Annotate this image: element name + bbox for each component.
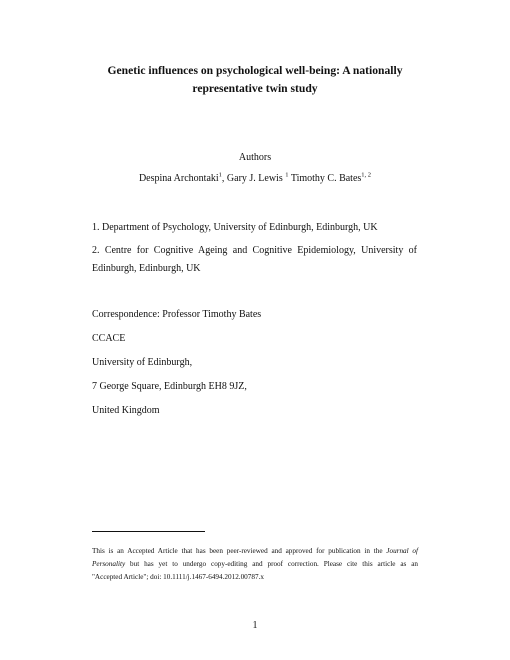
correspondence-university: University of Edinburgh, [92, 357, 193, 368]
footnote-line-2 [92, 558, 418, 571]
author-list [0, 173, 510, 184]
paper-title-line-2: representative twin study [192, 82, 318, 95]
author-name: Gary J. Lewis [226, 173, 286, 184]
correspondence-street: 7 George Square, Edinburgh EH8 9JZ, [92, 381, 247, 392]
footnote-text: This is an Accepted Article that has been peer-reviewed and approved for publication in the [92, 547, 387, 555]
footnote-text: but has yet to undergo copy-editing and proof correction. Please cite this article as an [125, 560, 418, 568]
correspondence-country: United Kingdom [92, 405, 160, 416]
paper-title-line-1: Genetic influences on psychological well-being: A nationally [107, 64, 403, 77]
affiliation-2-line-1: 2. Centre for Cognitive Ageing and Cognitive Epidemiology, University of [92, 245, 417, 256]
authors-heading: Authors [238, 152, 272, 163]
author-separator: , [221, 173, 227, 184]
page-number: 1 [252, 620, 258, 631]
footnote-line-1 [92, 545, 418, 558]
journal-name: Personality [92, 560, 126, 568]
author-name: Timothy C. Bates [290, 173, 362, 184]
author-affiliation-mark: 1, 2 [361, 171, 372, 179]
correspondence-label: Correspondence: Professor Timothy Bates [92, 309, 262, 320]
affiliation-2-line-2: Edinburgh, Edinburgh, UK [92, 263, 201, 274]
journal-name: Journal of [386, 547, 418, 555]
footnote-rule [92, 531, 205, 532]
affiliation-1: 1. Department of Psychology, University of Edinburgh, Edinburgh, UK [92, 222, 378, 233]
author-affiliation-mark: 1 [285, 171, 289, 179]
author-affiliation-mark: 1 [218, 171, 222, 179]
author-name: Despina Archontaki [138, 173, 219, 184]
footnote-line-3: "Accepted Article"; doi: 10.1111/j.1467-6494.2012.00787.x [92, 573, 264, 581]
correspondence-institute: CCACE [92, 333, 126, 344]
